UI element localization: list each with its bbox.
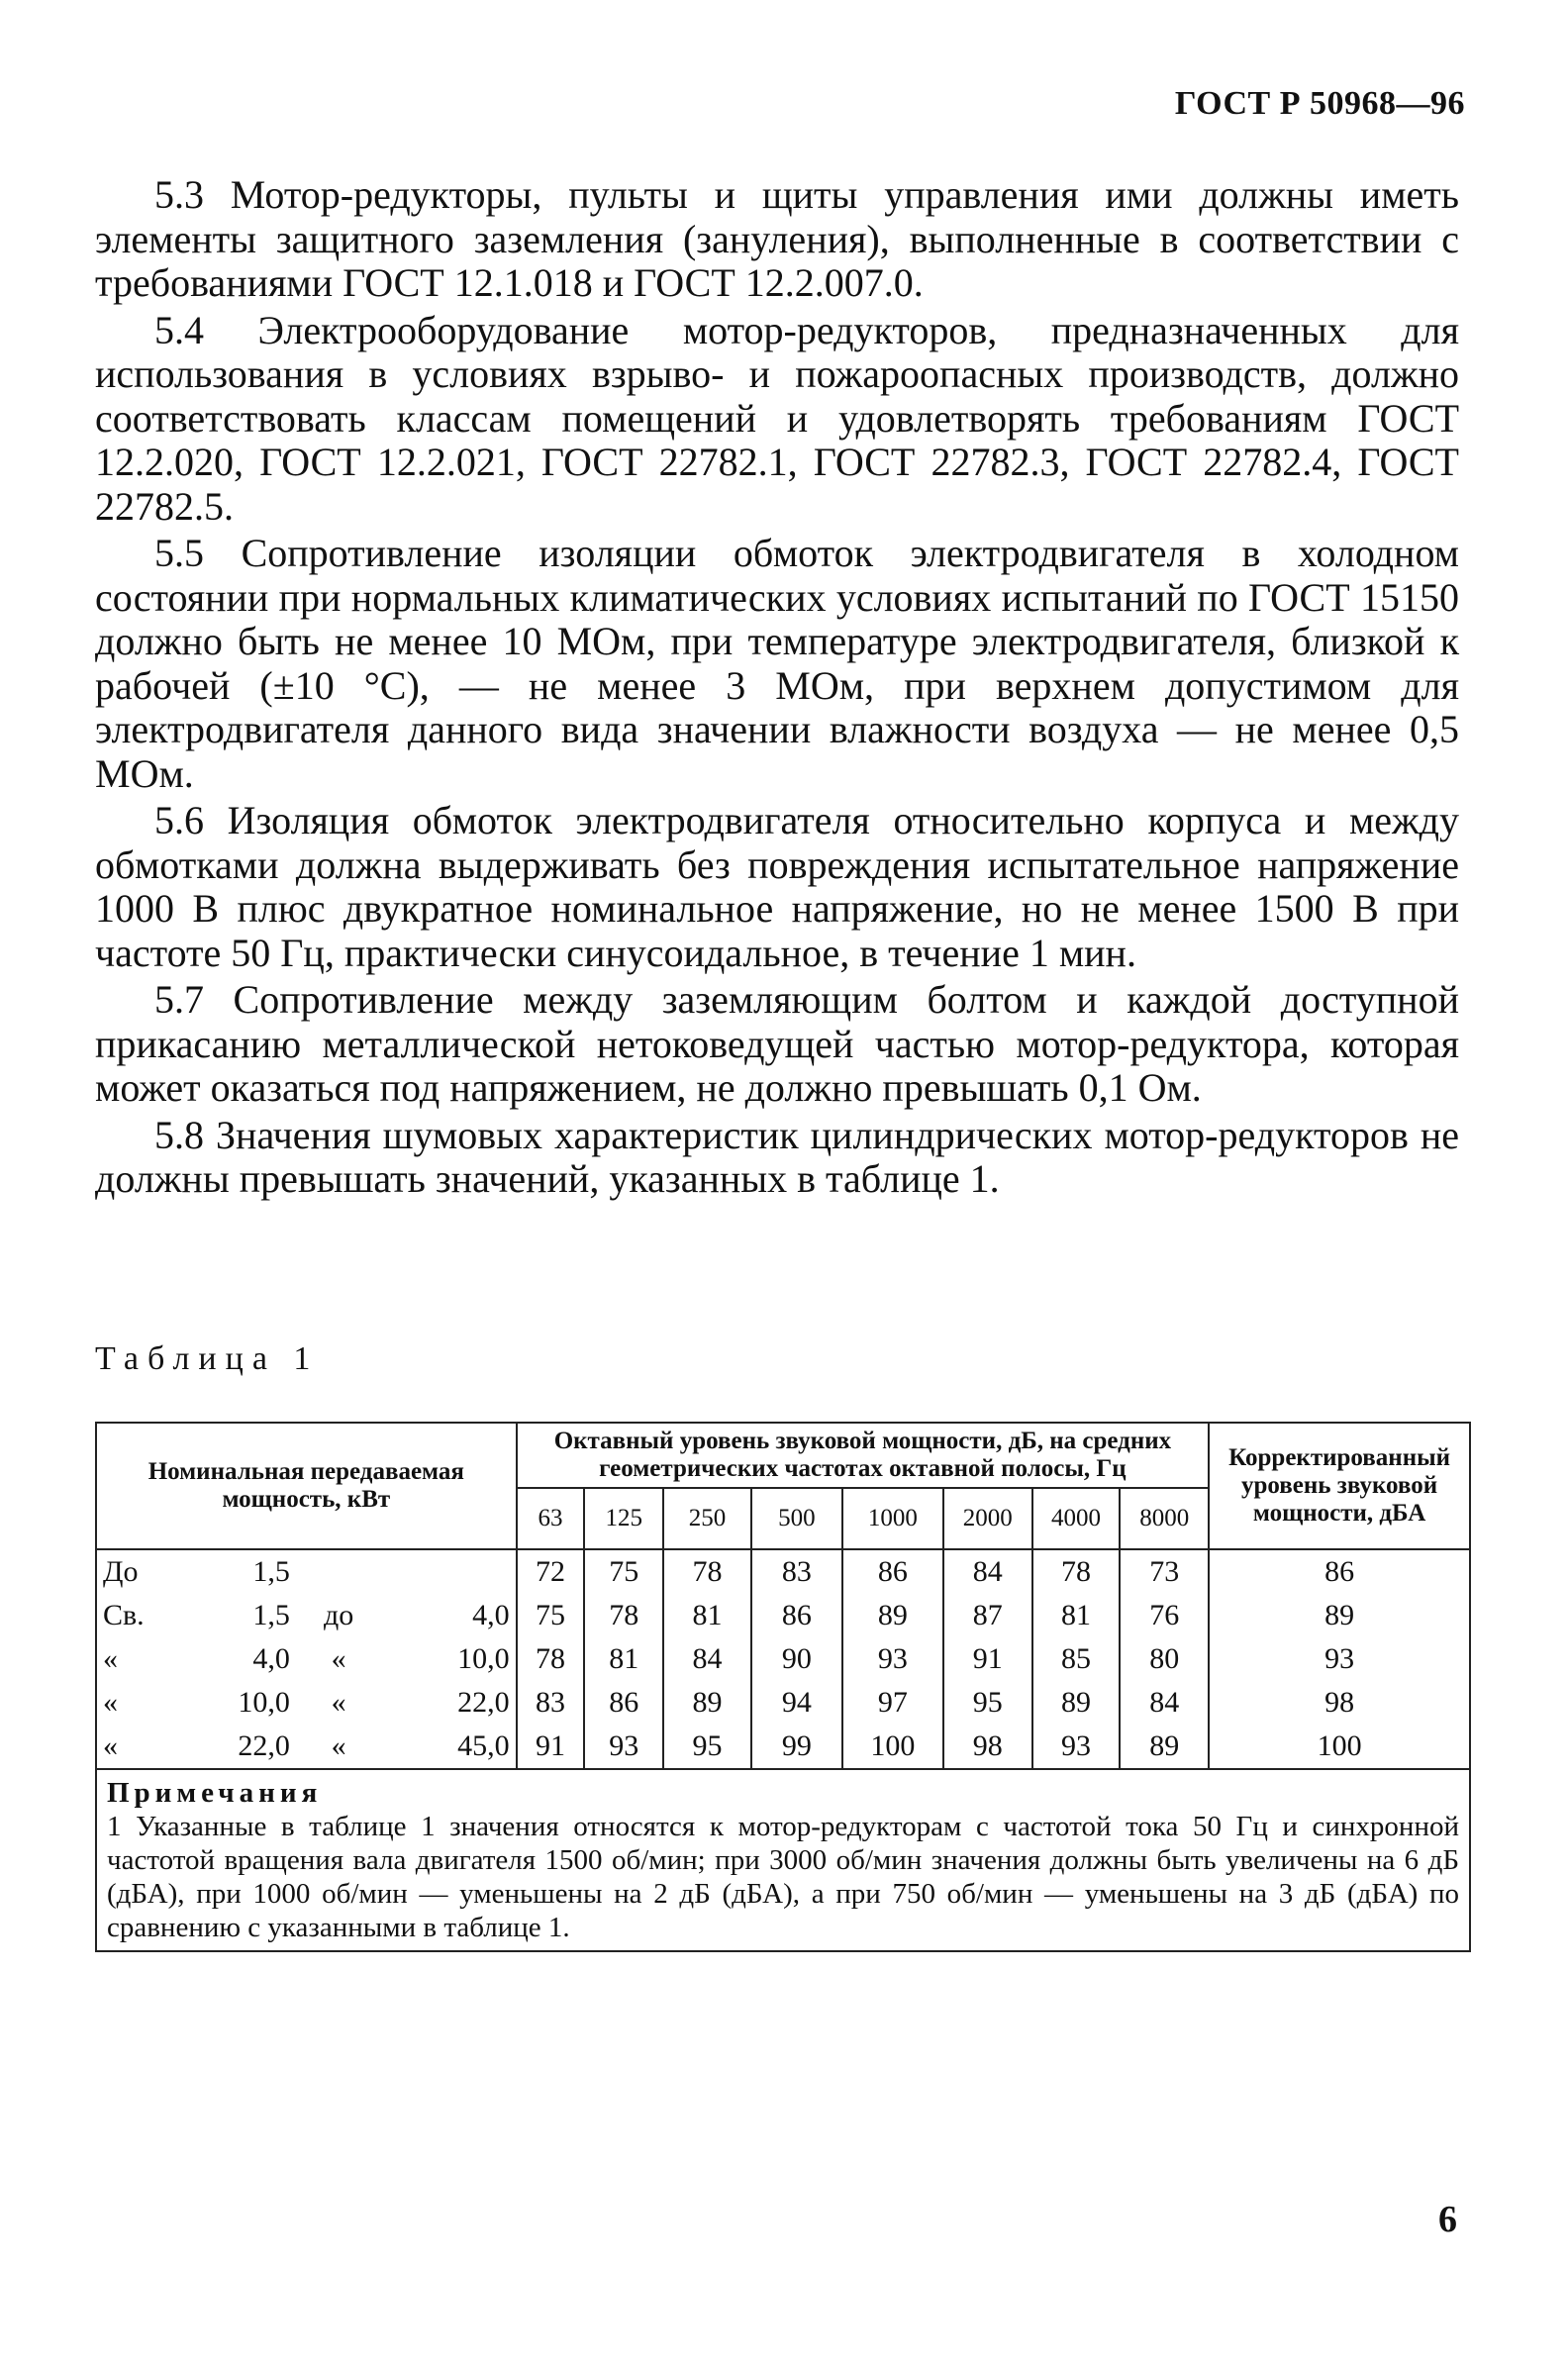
header-octave: Октавный уровень звуковой мощности, дБ, на средних геометрических частотах октавной полосы, Гц bbox=[517, 1423, 1210, 1488]
table-notes-row bbox=[96, 1769, 1470, 1951]
value-cell: 99 bbox=[751, 1725, 842, 1769]
corrected-cell: 89 bbox=[1209, 1594, 1470, 1637]
freq-header: 125 bbox=[584, 1488, 663, 1549]
value-cell: 81 bbox=[663, 1594, 751, 1637]
value-cell: 84 bbox=[663, 1637, 751, 1681]
standard-header: ГОСТ Р 50968—96 bbox=[1174, 85, 1465, 122]
power-sep: « bbox=[331, 1642, 346, 1675]
notes-text: 1 Указанные в таблице 1 значения относятся к мотор-редукторам с частотой тока 50 Гц и синхронной частотой вращения вала двигателя 1500 об/мин; при 3000 об/мин значения должны быть увеличены на 6 дБ (дБА), при 1000 об/мин — уменьшены на 2 дБ (дБА), а при 750 об/мин — уменьшены на 3 дБ (дБА) по сравнению с указанными в таблице 1. bbox=[107, 1811, 1459, 1943]
freq-header: 8000 bbox=[1120, 1488, 1209, 1549]
value-cell: 89 bbox=[842, 1594, 943, 1637]
power-prefix: « bbox=[103, 1729, 118, 1762]
paragraph-5-8: 5.8 Значения шумовых характеристик цилиндрических мотор-редукторов не должны превышать значений, указанных в таблице 1. bbox=[95, 1112, 1459, 1201]
value-cell: 89 bbox=[1032, 1681, 1121, 1725]
power-from: 10,0 bbox=[238, 1686, 290, 1719]
value-cell: 98 bbox=[943, 1725, 1032, 1769]
value-cell: 83 bbox=[751, 1549, 842, 1594]
power-from: 4,0 bbox=[252, 1642, 290, 1675]
table-row bbox=[96, 1681, 1470, 1725]
paragraph-5-6: 5.6 Изоляция обмоток электродвигателя относительно корпуса и между обмотками должна выдерживать без повреждения испытательное напряжение 1000 В плюс двукратное номинальное напряжение, но не менее 1500 В при частоте 50 Гц, практически синусоидальное, в течение 1 мин. bbox=[95, 798, 1459, 975]
table-row bbox=[96, 1549, 1470, 1594]
power-to: 22,0 bbox=[457, 1686, 510, 1719]
value-cell: 100 bbox=[842, 1725, 943, 1769]
paragraph-5-3: 5.3 Мотор-редукторы, пульты и щиты управления ими должны иметь элементы защитного заземления (зануления), выполненные в соответствии с требованиями ГОСТ 12.1.018 и ГОСТ 12.2.007.0. bbox=[95, 172, 1459, 305]
value-cell: 84 bbox=[1120, 1681, 1209, 1725]
power-sep: « bbox=[331, 1729, 346, 1762]
freq-header: 1000 bbox=[842, 1488, 943, 1549]
value-cell: 91 bbox=[943, 1637, 1032, 1681]
value-cell: 83 bbox=[517, 1681, 585, 1725]
noise-table bbox=[95, 1422, 1471, 1952]
table-row bbox=[96, 1725, 1470, 1769]
freq-header: 500 bbox=[751, 1488, 842, 1549]
value-cell: 86 bbox=[751, 1594, 842, 1637]
power-to: 45,0 bbox=[457, 1729, 510, 1762]
power-range-cell bbox=[96, 1549, 517, 1594]
value-cell: 78 bbox=[517, 1637, 585, 1681]
power-prefix: До bbox=[103, 1555, 139, 1588]
value-cell: 95 bbox=[943, 1681, 1032, 1725]
paragraph-5-5: 5.5 Сопротивление изоляции обмоток электродвигателя в холодном состоянии при нормальных климатических условиях испытаний по ГОСТ 15150 должно быть не менее 10 МОм, при температуре электродвигателя, близкой к рабочей (±10 °С), — не менее 3 МОм, при верхнем допустимом для электродвигателя данного вида значении влажности воздуха — не менее 0,5 МОм. bbox=[95, 531, 1459, 796]
power-to: 4,0 bbox=[472, 1599, 510, 1631]
power-from: 1,5 bbox=[252, 1555, 290, 1588]
table-notes bbox=[96, 1769, 1470, 1951]
value-cell: 73 bbox=[1120, 1549, 1209, 1594]
value-cell: 95 bbox=[663, 1725, 751, 1769]
freq-header: 250 bbox=[663, 1488, 751, 1549]
power-range-cell bbox=[96, 1681, 517, 1725]
value-cell: 78 bbox=[663, 1549, 751, 1594]
corrected-cell: 100 bbox=[1209, 1725, 1470, 1769]
value-cell: 81 bbox=[1032, 1594, 1121, 1637]
value-cell: 93 bbox=[842, 1637, 943, 1681]
power-sep bbox=[290, 1555, 388, 1589]
value-cell: 90 bbox=[751, 1637, 842, 1681]
page-number: 6 bbox=[1438, 2199, 1457, 2240]
table-caption: Таблица 1 bbox=[95, 1340, 320, 1377]
value-cell: 89 bbox=[663, 1681, 751, 1725]
paragraph-5-7: 5.7 Сопротивление между заземляющим болтом и каждой доступной прикасанию металлической нетоковедущей частью мотор-редуктора, которая может оказаться под напряжением, не должно превышать 0,1 Ом. bbox=[95, 977, 1459, 1110]
value-cell: 75 bbox=[517, 1594, 585, 1637]
value-cell: 78 bbox=[584, 1594, 663, 1637]
power-range-cell bbox=[96, 1637, 517, 1681]
body-text bbox=[95, 173, 1459, 1205]
value-cell: 81 bbox=[584, 1637, 663, 1681]
corrected-cell: 93 bbox=[1209, 1637, 1470, 1681]
value-cell: 93 bbox=[1032, 1725, 1121, 1769]
value-cell: 78 bbox=[1032, 1549, 1121, 1594]
freq-header: 63 bbox=[517, 1488, 585, 1549]
power-from: 1,5 bbox=[252, 1599, 290, 1631]
notes-title: Примечания bbox=[107, 1777, 323, 1809]
paragraph-5-4: 5.4 Электрооборудование мотор-редукторов, предназначенных для использования в условиях взрыво- и пожароопасных производств, должно соответствовать классам помещений и удовлетворять требованиям ГОСТ 12.2.020, ГОСТ 12.2.021, ГОСТ 22782.1, ГОСТ 22782.3, ГОСТ 22782.4, ГОСТ 22782.5. bbox=[95, 307, 1459, 529]
corrected-cell: 86 bbox=[1209, 1549, 1470, 1594]
power-prefix: Св. bbox=[103, 1599, 145, 1631]
power-range-cell bbox=[96, 1725, 517, 1769]
header-corrected: Корректированный уровень звуковой мощности, дБА bbox=[1209, 1423, 1470, 1549]
header-power: Номинальная передаваемая мощность, кВт bbox=[96, 1423, 517, 1549]
corrected-cell: 98 bbox=[1209, 1681, 1470, 1725]
power-sep: до bbox=[324, 1599, 354, 1631]
value-cell: 80 bbox=[1120, 1637, 1209, 1681]
table-row bbox=[96, 1594, 1470, 1637]
value-cell: 72 bbox=[517, 1549, 585, 1594]
value-cell: 86 bbox=[584, 1681, 663, 1725]
power-from: 22,0 bbox=[238, 1729, 290, 1762]
freq-header: 2000 bbox=[943, 1488, 1032, 1549]
power-to: 10,0 bbox=[457, 1642, 510, 1675]
power-to bbox=[387, 1555, 509, 1589]
power-prefix: « bbox=[103, 1686, 118, 1719]
value-cell: 85 bbox=[1032, 1637, 1121, 1681]
value-cell: 94 bbox=[751, 1681, 842, 1725]
value-cell: 91 bbox=[517, 1725, 585, 1769]
power-range-cell bbox=[96, 1594, 517, 1637]
freq-header: 4000 bbox=[1032, 1488, 1121, 1549]
power-prefix: « bbox=[103, 1642, 118, 1675]
value-cell: 84 bbox=[943, 1549, 1032, 1594]
value-cell: 86 bbox=[842, 1549, 943, 1594]
value-cell: 87 bbox=[943, 1594, 1032, 1637]
power-sep: « bbox=[331, 1686, 346, 1719]
value-cell: 93 bbox=[584, 1725, 663, 1769]
table-row bbox=[96, 1637, 1470, 1681]
value-cell: 89 bbox=[1120, 1725, 1209, 1769]
value-cell: 75 bbox=[584, 1549, 663, 1594]
value-cell: 76 bbox=[1120, 1594, 1209, 1637]
value-cell: 97 bbox=[842, 1681, 943, 1725]
